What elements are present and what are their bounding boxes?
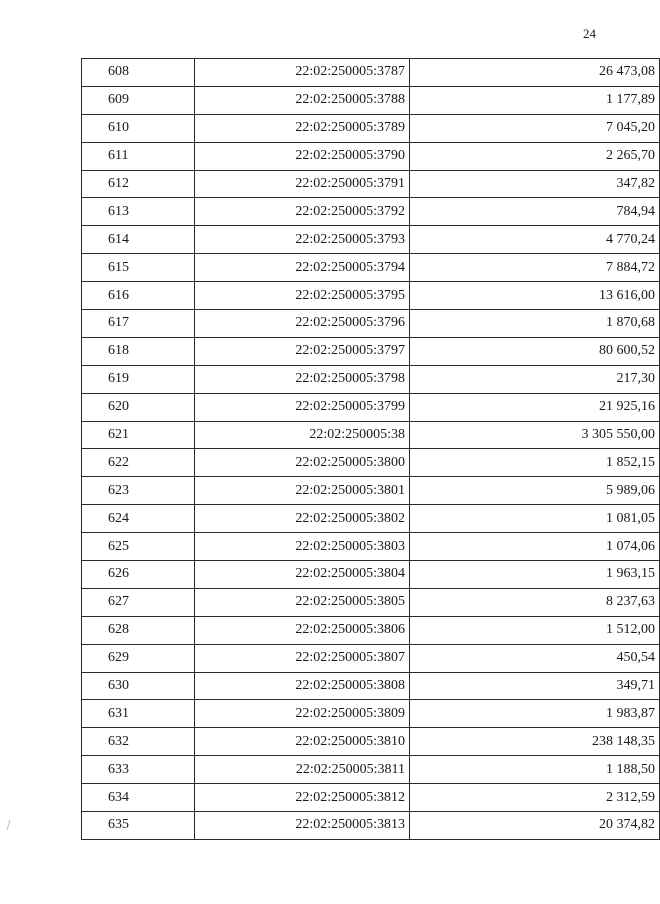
row-number-cell: 614	[82, 226, 195, 254]
table-row	[82, 533, 660, 561]
row-number-cell: 613	[82, 198, 195, 226]
table-row	[82, 59, 660, 87]
row-number-cell: 631	[82, 700, 195, 728]
value-cell: 5 989,06	[410, 477, 660, 505]
table-row	[82, 142, 660, 170]
value-cell: 2 312,59	[410, 784, 660, 812]
cadastral-number-cell: 22:02:250005:3811	[195, 756, 410, 784]
cadastral-number-cell: 22:02:250005:3806	[195, 616, 410, 644]
row-number-cell: 634	[82, 784, 195, 812]
cadastral-number-cell: 22:02:250005:3805	[195, 588, 410, 616]
cadastral-number-cell: 22:02:250005:3791	[195, 170, 410, 198]
value-cell: 347,82	[410, 170, 660, 198]
value-cell: 1 870,68	[410, 310, 660, 338]
row-number-cell: 625	[82, 533, 195, 561]
row-number-cell: 632	[82, 728, 195, 756]
row-number-cell: 617	[82, 310, 195, 338]
table-row	[82, 728, 660, 756]
table-row	[82, 421, 660, 449]
cadastral-number-cell: 22:02:250005:38	[195, 421, 410, 449]
cadastral-number-cell: 22:02:250005:3798	[195, 365, 410, 393]
value-cell: 349,71	[410, 672, 660, 700]
table-body	[82, 59, 660, 840]
table-row	[82, 198, 660, 226]
row-number-cell: 618	[82, 337, 195, 365]
value-cell: 1 963,15	[410, 561, 660, 589]
table-row	[82, 449, 660, 477]
table-row	[82, 393, 660, 421]
margin-mark	[7, 820, 14, 830]
value-cell: 2 265,70	[410, 142, 660, 170]
row-number-cell: 624	[82, 505, 195, 533]
table-row	[82, 86, 660, 114]
cadastral-number-cell: 22:02:250005:3797	[195, 337, 410, 365]
table-row	[82, 812, 660, 840]
row-number-cell: 611	[82, 142, 195, 170]
cadastral-number-cell: 22:02:250005:3801	[195, 477, 410, 505]
table-row	[82, 756, 660, 784]
row-number-cell: 610	[82, 114, 195, 142]
table-row	[82, 282, 660, 310]
table-row	[82, 644, 660, 672]
row-number-cell: 615	[82, 254, 195, 282]
cadastral-number-cell: 22:02:250005:3800	[195, 449, 410, 477]
cadastral-number-cell: 22:02:250005:3794	[195, 254, 410, 282]
table-row	[82, 784, 660, 812]
value-cell: 1 188,50	[410, 756, 660, 784]
cadastral-number-cell: 22:02:250005:3813	[195, 812, 410, 840]
value-cell: 8 237,63	[410, 588, 660, 616]
cadastral-number-cell: 22:02:250005:3802	[195, 505, 410, 533]
value-cell: 13 616,00	[410, 282, 660, 310]
value-cell: 7 045,20	[410, 114, 660, 142]
value-cell: 80 600,52	[410, 337, 660, 365]
row-number-cell: 616	[82, 282, 195, 310]
table-row	[82, 505, 660, 533]
cadastral-number-cell: 22:02:250005:3799	[195, 393, 410, 421]
cadastral-number-cell: 22:02:250005:3808	[195, 672, 410, 700]
cadastral-number-cell: 22:02:250005:3810	[195, 728, 410, 756]
table-row	[82, 337, 660, 365]
table-row	[82, 588, 660, 616]
value-cell: 217,30	[410, 365, 660, 393]
cadastral-number-cell: 22:02:250005:3803	[195, 533, 410, 561]
row-number-cell: 630	[82, 672, 195, 700]
cadastral-number-cell: 22:02:250005:3790	[195, 142, 410, 170]
table-row	[82, 561, 660, 589]
table-row	[82, 226, 660, 254]
row-number-cell: 633	[82, 756, 195, 784]
cadastral-number-cell: 22:02:250005:3812	[195, 784, 410, 812]
row-number-cell: 621	[82, 421, 195, 449]
table-row	[82, 477, 660, 505]
page-number: 24	[583, 26, 596, 41]
value-cell: 1 983,87	[410, 700, 660, 728]
row-number-cell: 609	[82, 86, 195, 114]
value-cell: 450,54	[410, 644, 660, 672]
value-cell: 4 770,24	[410, 226, 660, 254]
cadastral-number-cell: 22:02:250005:3787	[195, 59, 410, 87]
row-number-cell: 629	[82, 644, 195, 672]
value-cell: 1 177,89	[410, 86, 660, 114]
value-cell: 3 305 550,00	[410, 421, 660, 449]
row-number-cell: 612	[82, 170, 195, 198]
table-row	[82, 310, 660, 338]
table-row	[82, 114, 660, 142]
row-number-cell: 635	[82, 812, 195, 840]
cadastral-number-cell: 22:02:250005:3793	[195, 226, 410, 254]
value-cell: 1 512,00	[410, 616, 660, 644]
value-cell: 21 925,16	[410, 393, 660, 421]
value-cell: 1 852,15	[410, 449, 660, 477]
table-row	[82, 365, 660, 393]
value-cell: 7 884,72	[410, 254, 660, 282]
table-row	[82, 254, 660, 282]
row-number-cell: 619	[82, 365, 195, 393]
value-cell: 20 374,82	[410, 812, 660, 840]
value-cell: 784,94	[410, 198, 660, 226]
row-number-cell: 608	[82, 59, 195, 87]
table-row	[82, 700, 660, 728]
cadastral-number-cell: 22:02:250005:3796	[195, 310, 410, 338]
cadastral-number-cell: 22:02:250005:3807	[195, 644, 410, 672]
value-cell: 26 473,08	[410, 59, 660, 87]
cadastral-number-cell: 22:02:250005:3804	[195, 561, 410, 589]
row-number-cell: 622	[82, 449, 195, 477]
row-number-cell: 628	[82, 616, 195, 644]
cadastral-number-cell: 22:02:250005:3788	[195, 86, 410, 114]
value-cell: 1 081,05	[410, 505, 660, 533]
cadastral-number-cell: 22:02:250005:3795	[195, 282, 410, 310]
row-number-cell: 623	[82, 477, 195, 505]
value-cell: 1 074,06	[410, 533, 660, 561]
value-cell: 238 148,35	[410, 728, 660, 756]
cadastral-table	[81, 58, 660, 840]
cadastral-number-cell: 22:02:250005:3789	[195, 114, 410, 142]
row-number-cell: 620	[82, 393, 195, 421]
table-row	[82, 616, 660, 644]
cadastral-number-cell: 22:02:250005:3809	[195, 700, 410, 728]
cadastral-number-cell: 22:02:250005:3792	[195, 198, 410, 226]
row-number-cell: 626	[82, 561, 195, 589]
row-number-cell: 627	[82, 588, 195, 616]
table-row	[82, 170, 660, 198]
table-row	[82, 672, 660, 700]
